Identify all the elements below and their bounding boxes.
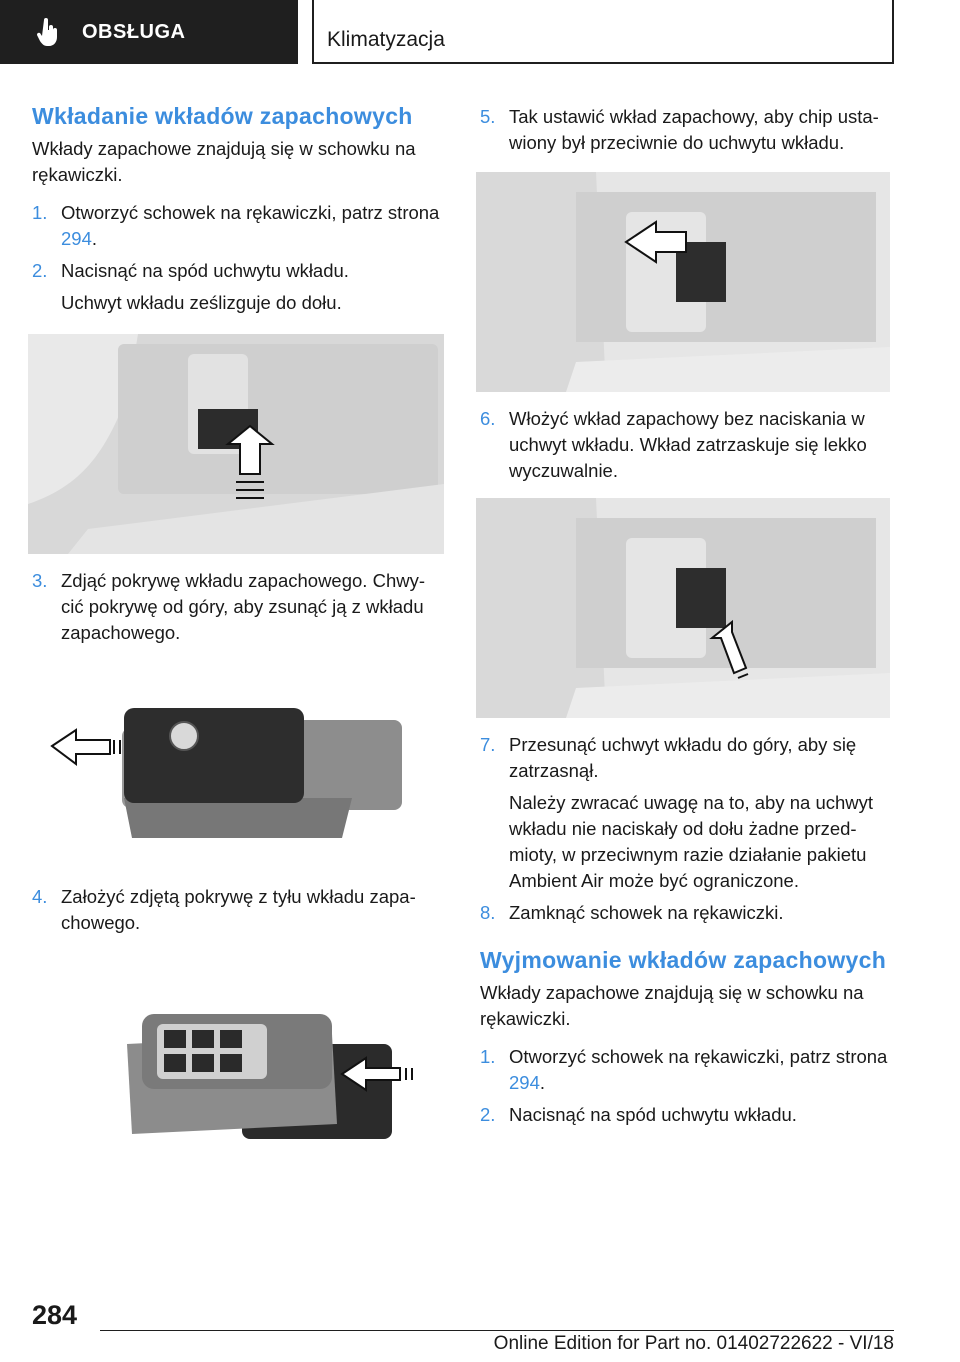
section-label: OBSŁUGA: [82, 20, 186, 43]
right-column: [480, 100, 892, 1128]
step-2: [32, 258, 444, 284]
breadcrumb: [312, 0, 894, 64]
glovebox-figure-1: [28, 334, 444, 554]
step-text-body: Otworzyć schowek na rękawiczki, patrz strona: [509, 1046, 888, 1067]
step-remove-1: [480, 1044, 892, 1096]
step-1: [32, 200, 444, 252]
step-7: [480, 732, 892, 784]
step-number: 1.: [32, 202, 48, 223]
step-text: Nacisnąć na spód uchwytu wkładu.: [61, 260, 349, 281]
glovebox-figure-3: [476, 498, 890, 718]
step-remove-2: [480, 1102, 892, 1128]
left-column: [32, 100, 444, 1154]
page-link[interactable]: 294: [61, 228, 92, 249]
step-number: 1.: [480, 1046, 496, 1067]
footer-divider: [100, 1330, 894, 1331]
intro-text: Wkłady zapachowe znajdują się w schowku na rękawiczki.: [32, 138, 416, 185]
step-text-end: .: [539, 1072, 546, 1093]
step-number: 6.: [480, 408, 496, 429]
step-text: Włożyć wkład zapachowy bez naciskania w uchwyt wkładu. Wkład zatrzaskuje się lekko wyczuwalnie.: [509, 408, 867, 481]
hand-pointer-icon: [36, 18, 60, 46]
intro-text: Wkłady zapachowe znajdują się w schowku na rękawiczki.: [480, 982, 864, 1029]
section-heading-insert: Wkładanie wkładów zapachowych: [32, 103, 413, 129]
edition-text: Online Edition for Part no. 01402722622 - VI/18: [493, 1333, 894, 1354]
step-text-body: Otworzyć schowek na rękawiczki, patrz strona: [61, 202, 440, 223]
step-note: Należy zwracać uwagę na to, aby na uchwyt wkładu nie naciskały od dołu żadne przed-mioty, w przeciwnym razie działanie pakietu Ambient Air może być ograniczone.: [509, 792, 874, 891]
breadcrumb-text: Klimatyzacja: [327, 28, 445, 51]
step-text: Tak ustawić wkład zapachowy, aby chip usta-wiony był przeciwnie do uchwytu wkładu.: [509, 106, 879, 153]
page-number: 284: [32, 1300, 78, 1330]
step-number: 2.: [32, 260, 48, 281]
step-6: [480, 406, 892, 484]
step-text: Zamknąć schowek na rękawiczki.: [509, 902, 784, 923]
step-3: [32, 568, 444, 646]
step-text: Założyć zdjętą pokrywę z tyłu wkładu zapa-chowego.: [61, 886, 416, 933]
step-5: [480, 104, 892, 156]
step-number: 2.: [480, 1104, 496, 1125]
glovebox-figure-2: [476, 172, 890, 392]
step-number: 5.: [480, 106, 496, 127]
step-text: Przesunąć uchwyt wkładu do góry, aby się zatrzasnął.: [509, 734, 857, 781]
step-note: Uchwyt wkładu ześlizguje do dołu.: [61, 292, 342, 313]
step-text: [61, 200, 444, 252]
step-text: Nacisnąć na spód uchwytu wkładu.: [509, 1104, 797, 1125]
step-number: 8.: [480, 902, 496, 923]
step-text-end: .: [91, 228, 98, 249]
cartridge-back-figure: [32, 974, 444, 1154]
section-heading-remove: Wyjmowanie wkładów zapachowych: [480, 947, 887, 973]
cartridge-cover-figure: [32, 668, 444, 858]
page-link[interactable]: 294: [509, 1072, 540, 1093]
step-number: 3.: [32, 570, 48, 591]
step-text: Zdjąć pokrywę wkładu zapachowego. Chwy-cić pokrywę od góry, aby zsunąć ją z wkładu zapachowego.: [61, 570, 426, 643]
step-number: 4.: [32, 886, 48, 907]
step-text: [509, 1044, 892, 1096]
step-4: [32, 884, 444, 936]
section-tab: [0, 0, 298, 64]
step-number: 7.: [480, 734, 496, 755]
step-8: [480, 900, 892, 926]
